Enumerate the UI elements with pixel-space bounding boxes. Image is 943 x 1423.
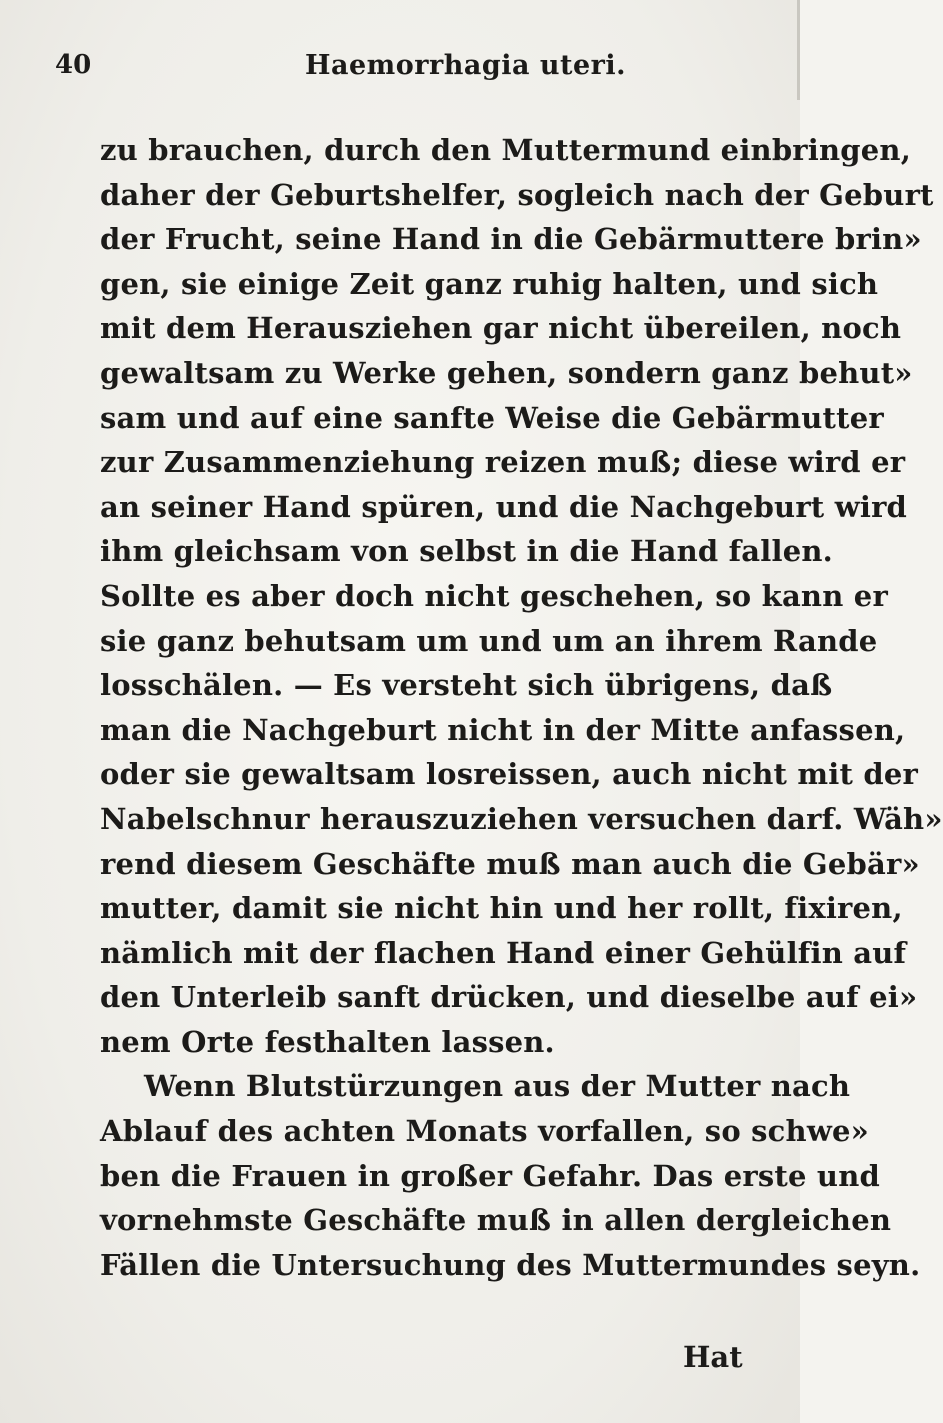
text-line: der Frucht, seine Hand in die Gebärmuttere brin» xyxy=(100,222,922,257)
text-line: Wenn Blutstürzungen aus der Mutter nach xyxy=(144,1069,851,1104)
text-line: daher der Geburtshelfer, sogleich nach der Geburt xyxy=(100,177,934,212)
text-line: ben die Frauen in großer Gefahr. Das erste und xyxy=(100,1158,880,1193)
text-line: oder sie gewaltsam losreissen, auch nicht mit der xyxy=(100,757,918,792)
text-line: nem Orte festhalten lassen. xyxy=(100,1024,555,1059)
text-line: rend diesem Geschäfte muß man auch die Gebär» xyxy=(100,846,920,881)
text-line: Fällen die Untersuchung des Muttermundes seyn. xyxy=(100,1247,921,1282)
text-line: vornehmste Geschäfte muß in allen dergleichen xyxy=(100,1203,892,1238)
body-text xyxy=(100,128,943,1287)
text-line: an seiner Hand spüren, und die Nachgeburt wird xyxy=(100,489,908,524)
text-line: gewaltsam zu Werke gehen, sondern ganz behut» xyxy=(100,355,913,390)
text-line: ihm gleichsam von selbst in die Hand fallen. xyxy=(100,534,833,569)
text-line: Ablauf des achten Monats vorfallen, so schwe» xyxy=(100,1114,869,1149)
text-line: sam und auf eine sanfte Weise die Gebärmutter xyxy=(100,400,884,435)
text-line: mutter, damit sie nicht hin und her rollt, fixiren, xyxy=(100,891,903,926)
page-header xyxy=(55,50,775,90)
text-line: Sollte es aber doch nicht geschehen, so kann er xyxy=(100,578,888,613)
text-line: gen, sie einige Zeit ganz ruhig halten, und sich xyxy=(100,266,879,301)
text-line: man die Nachgeburt nicht in der Mitte anfassen, xyxy=(100,712,906,747)
text-line: sie ganz behutsam um und um an ihrem Rande xyxy=(100,623,878,658)
text-line: den Unterleib sanft drücken, und dieselbe auf ei» xyxy=(100,980,918,1015)
text-line: Nabelschnur herauszuziehen versuchen darf. Wäh» xyxy=(100,801,943,836)
text-line: mit dem Herausziehen gar nicht übereilen, noch xyxy=(100,311,902,346)
running-head: Haemorrhagia uteri. xyxy=(305,50,627,81)
text-line: nämlich mit der flachen Hand einer Gehülfin auf xyxy=(100,935,907,970)
catchword: Hat xyxy=(683,1340,743,1374)
page-number: 40 xyxy=(55,50,92,80)
page-edge-shadow xyxy=(797,0,800,100)
text-line: losschälen. — Es versteht sich übrigens, daß xyxy=(100,668,833,703)
text-line: zu brauchen, durch den Muttermund einbringen, xyxy=(100,133,911,167)
text-line: zur Zusammenziehung reizen muß; diese wird er xyxy=(100,445,906,480)
